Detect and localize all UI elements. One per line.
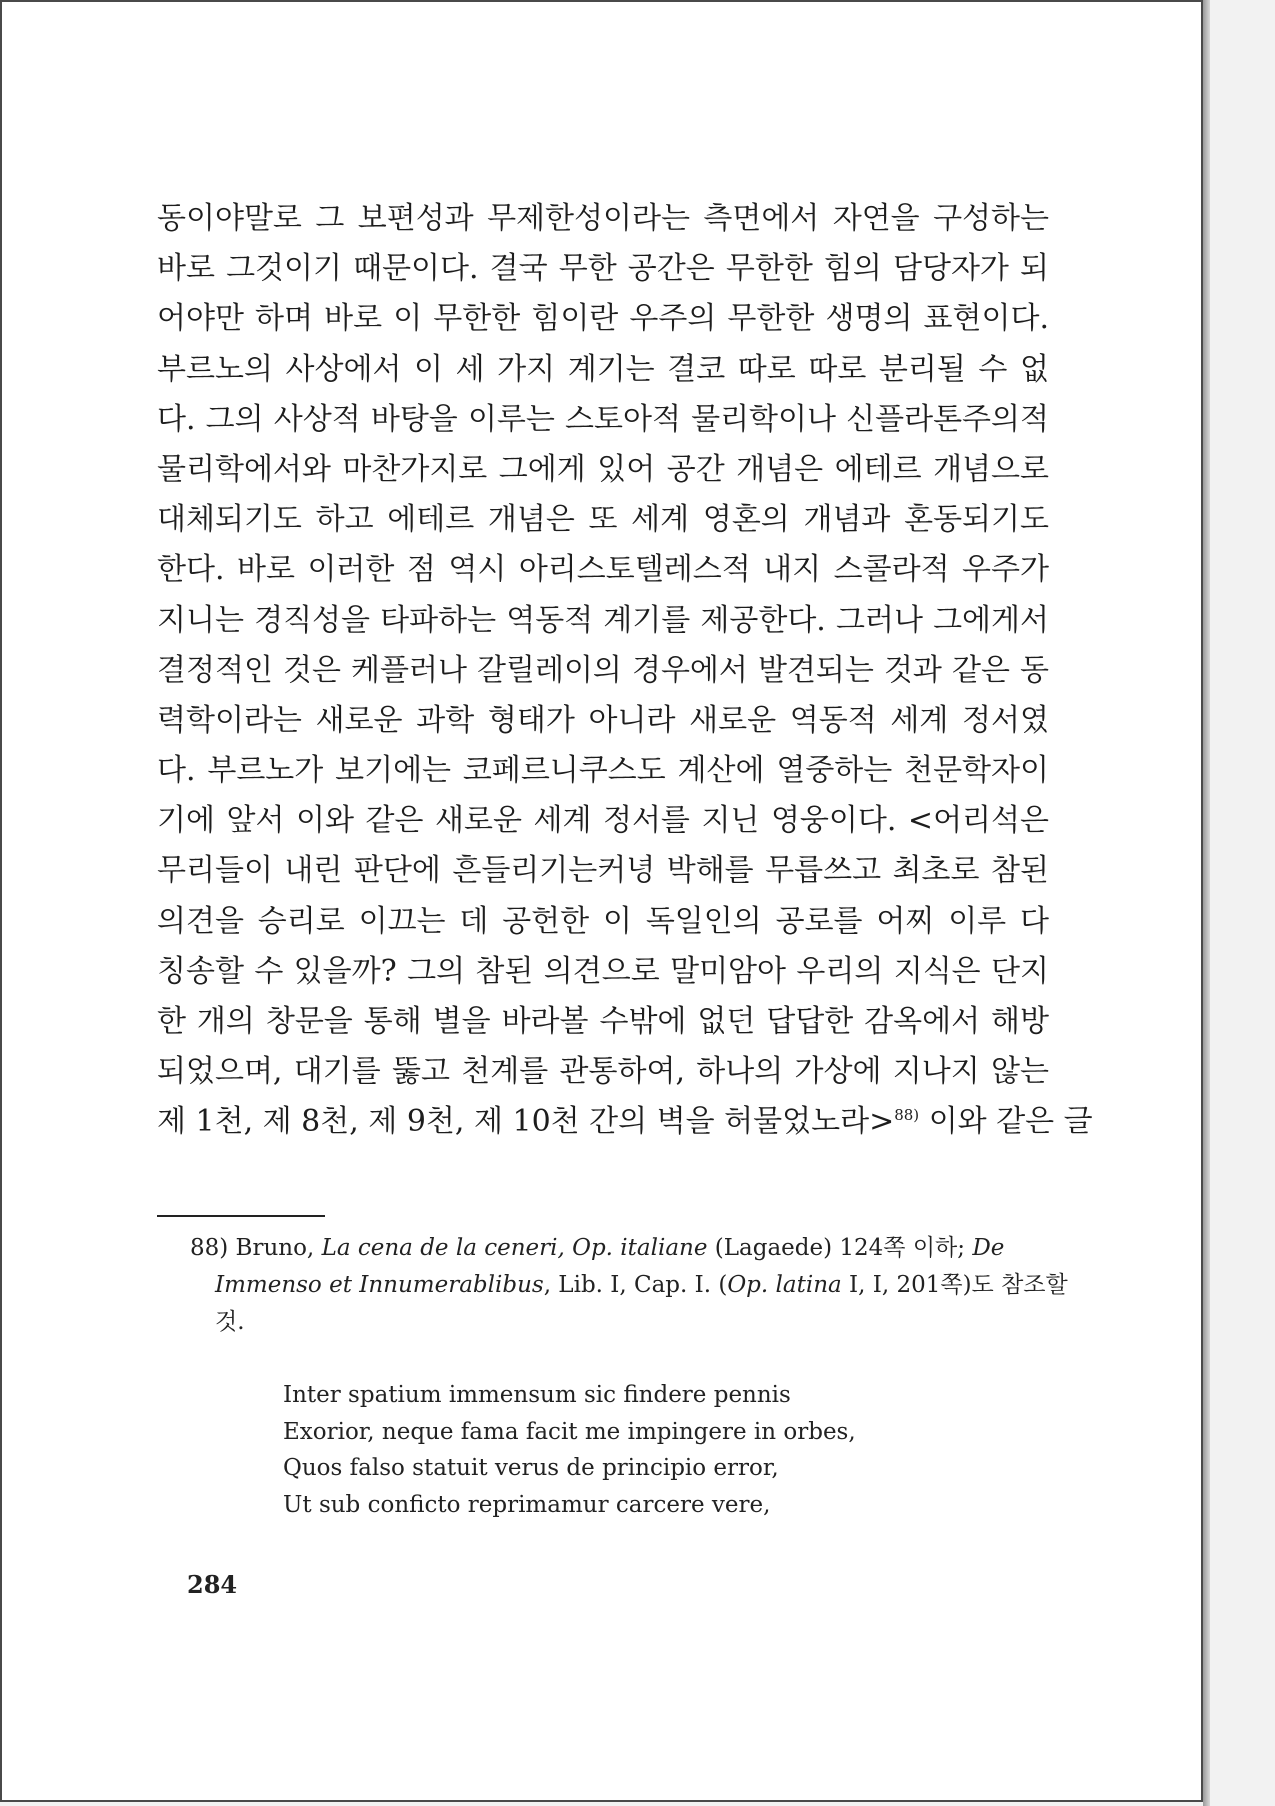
body-line: 무리들이 내린 판단에 흔들리기는커녕 박해를 무릅쓰고 최초로 참된: [157, 853, 1049, 889]
quote-line: Inter spatium immensum sic findere pennis: [283, 1382, 791, 1408]
body-line: 기에 앞서 이와 같은 새로운 세계 정서를 지닌 영웅이다. <어리석은: [157, 803, 1049, 839]
body-line: 지니는 경직성을 타파하는 역동적 계기를 제공한다. 그러나 그에게서: [157, 602, 1049, 638]
footnote-location-2: I, I, 201쪽)도 참조할: [841, 1272, 1068, 1298]
footnote-title-1: La cena de la ceneri, Op. italiane: [321, 1235, 708, 1261]
last-line-after: 이와 같은 글: [919, 1104, 1093, 1140]
body-line: 결정적인 것은 케플러나 갈릴레이의 경우에서 발견되는 것과 같은 동: [157, 652, 1049, 688]
body-line: 대체되기도 하고 에테르 개념은 또 세계 영혼의 개념과 혼동되기도: [157, 502, 1049, 538]
body-line: 칭송할 수 있을까? 그의 참된 의견으로 말미암아 우리의 지식은 단지: [157, 953, 1049, 989]
quote-line: Quos falso statuit verus de principio error,: [283, 1455, 779, 1482]
body-line: 어야만 하며 바로 이 무한한 힘이란 우주의 무한한 생명의 표현이다.: [157, 301, 1049, 337]
page-edge: [1203, 0, 1210, 1806]
footnote-location: , Lib. I, Cap. I. (: [543, 1272, 728, 1298]
body-line: 바로 그것이기 때문이다. 결국 무한 공간은 무한한 힘의 담당자가 되: [157, 251, 1049, 287]
body-line: 되었으며, 대기를 뚫고 천계를 관통하여, 하나의 가상에 지나지 않는: [157, 1054, 1049, 1090]
footnote: [190, 1230, 1068, 1341]
latin-quote: [283, 1377, 856, 1524]
footnote-title-2b: Immenso et Innumerablibus: [215, 1272, 544, 1298]
body-text: [157, 194, 1093, 1148]
body-line: 한 개의 창문을 통해 별을 바라볼 수밖에 없던 답답한 감옥에서 해방: [157, 1004, 1049, 1039]
footnote-line-2: [190, 1267, 1068, 1304]
body-line: 력학이라는 새로운 과학 형태가 아니라 새로운 역동적 세계 정서였: [157, 702, 1049, 738]
quote-line: Exorior, neque fama facit me impingere in orbes,: [283, 1418, 856, 1445]
page-number: 284: [187, 1570, 238, 1599]
footnote-edition: (Lagaede) 124쪽 이하;: [707, 1235, 973, 1261]
body-line: 의견을 승리로 이끄는 데 공헌한 이 독일인의 공로를 어찌 이루 다: [157, 903, 1049, 939]
body-line-last: [157, 1097, 1093, 1147]
footnote-line-1: [190, 1230, 1050, 1267]
footnote-op-latina: Op. latina: [727, 1272, 842, 1298]
footnote-end: 것.: [215, 1309, 245, 1335]
body-line: 동이야말로 그 보편성과 무제한성이라는 측면에서 자연을 구성하는: [157, 201, 1049, 236]
body-line: 한다. 바로 이러한 점 역시 아리스토텔레스적 내지 스콜라적 우주가: [157, 552, 1049, 588]
footnote-line-3: [190, 1304, 1050, 1341]
footnote-ref[interactable]: 88): [894, 1106, 920, 1125]
body-line: 부르노의 사상에서 이 세 가지 계기는 결코 따로 따로 분리될 수 없: [157, 351, 1049, 387]
body-line: 다. 부르노가 보기에는 코페르니쿠스도 계산에 열중하는 천문학자이: [157, 753, 1049, 789]
body-line: 물리학에서와 마찬가지로 그에게 있어 공간 개념은 에테르 개념으로: [157, 451, 1049, 487]
quote-line: Ut sub conficto reprimamur carcere vere,: [283, 1492, 771, 1519]
body-line: 다. 그의 사상적 바탕을 이루는 스토아적 물리학이나 신플라톤주의적: [157, 401, 1049, 437]
last-line-before: 제 1천, 제 8천, 제 9천, 제 10천 간의 벽을 허물었노라>: [157, 1104, 895, 1140]
footnote-title-2a: De: [972, 1235, 1005, 1261]
footnote-number: 88): [190, 1235, 229, 1261]
footnote-divider: [157, 1215, 325, 1217]
footnote-author: Bruno,: [228, 1235, 322, 1261]
